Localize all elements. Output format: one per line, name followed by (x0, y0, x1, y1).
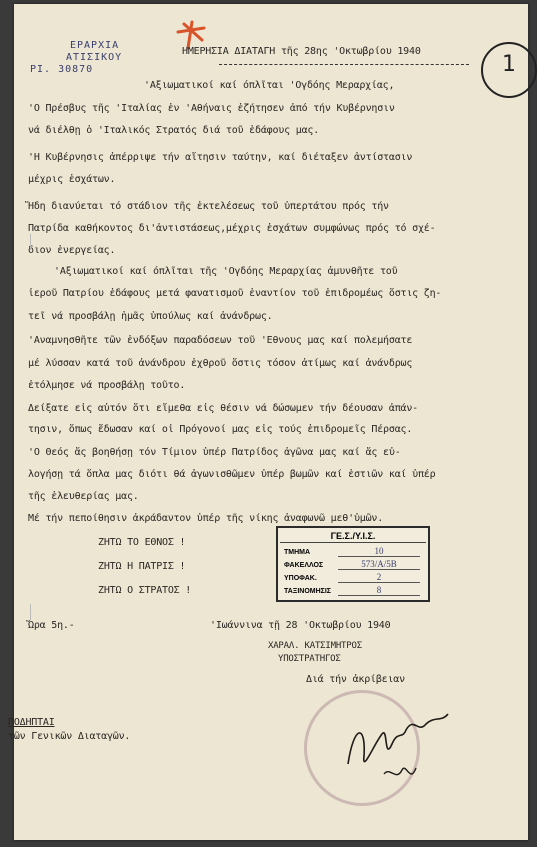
archive-row-value: 8 (338, 585, 420, 596)
handwritten-signature (344, 704, 454, 794)
body-line: τῆς ἐλευθερίας μας. (28, 491, 139, 502)
archive-row-label: ΤΑΞΙΝΟΜΗΣΙΣ (284, 588, 331, 595)
cheer-line: ΖΗΤΩ Η ΠΑΤΡΙΣ ! (98, 561, 186, 572)
header-rule (219, 64, 469, 65)
body-line: 'Αξιωματικοί καί όπλῖται 'Ογδόης Μεραρχίας, (144, 80, 395, 91)
document-header: ΗΜΕΡΗΣΙΑ ΔΙΑΤΑΓΗ τῆς 28ης 'Οκτωβρίου 1940 (182, 46, 421, 57)
body-line: 'Ο Θεός ἄς βοηθήσῃ τόν Τίμιον ὑπέρ Πατρίδος ἀγῶνα μας καί ἄς εὐ- (28, 447, 401, 458)
body-line: τεῖ νά προσβάλῃ ἡμᾶς ὑπούλως καί ἀνάνδρως. (28, 311, 273, 322)
body-line: ἐτόλμησε νά προσβάλῃ τοῦτο. (28, 380, 186, 391)
body-line: Πατρίδα καθήκοντος δι'ἀντιστάσεως,μέχρις ἐσχάτων συμφώνως πρός τό σχέ- (28, 223, 436, 234)
office-stamp-line-3: ΡΙ. 30870 (30, 64, 94, 75)
office-stamp (28, 40, 122, 76)
cheer-line: ΖΗΤΩ ΤΟ ΕΘΝΟΣ ! (98, 537, 186, 548)
signer-name: ΧΑΡΑΛ. ΚΑΤΣΙΜΗΤΡΟΣ (268, 641, 362, 651)
archive-row-label: ΦΑΚΕΛΛΟΣ (284, 562, 324, 569)
body-line: ἱεροῦ Πατρίου ἐδάφους μετά φανατισμοῦ ἐναντίον τοῦ ἐπιδρομέως ὅστις ζη- (28, 288, 442, 299)
body-line: λογήσῃ τά ὅπλα μας διότι θά ἀγωνισθῶμεν ὑπέρ βωμῶν καί ἑστιῶν καί ὑπέρ (28, 469, 436, 480)
body-line: 'Αξιωματικοί καί όπλῖται τῆς 'Ογδόης Μεραρχίας ἀμυνθῆτε τοῦ (54, 266, 398, 277)
body-line: Μέ τήν πεποίθησιν ἀκράδαντον ὑπέρ τῆς νίκης ἀναφωνῶ μεθ'ὑμῶν. (28, 513, 384, 524)
body-line: διον ἐνεργείας. (28, 245, 116, 256)
archive-stamp (276, 526, 430, 602)
time-line: Ὥρα 5η.- (28, 620, 75, 631)
recipients: τῶν Γενικῶν Διαταγῶν. (8, 731, 131, 742)
recipients-heading: ΠΟΔΗΠΤΑΙ (8, 717, 55, 728)
document-page (8, 4, 528, 840)
office-stamp-line-2: ΑΤΙΣΙΚΟΥ (66, 52, 123, 63)
body-line: τησιν, ὅπως ἔδωσαν καί οἱ Πρόγονοί μας εἰς τούς ἐπιδρομεῖς Πέρσας. (28, 424, 413, 435)
archive-stamp-divider (280, 542, 426, 543)
body-line: Δείξατε εἰς αὐτόν ὅτι εἴμεθα εἰς θέσιν νά δώσωμεν τήν δέουσαν ἀπάν- (28, 403, 418, 414)
archive-row-label: ΤΜΗΜΑ (284, 549, 311, 556)
place-date: 'Ιωάννινα τῇ 28 'Οκτωβρίου 1940 (210, 620, 391, 631)
archive-row-label: ΥΠΟΦΑΚ. (284, 575, 317, 582)
archive-stamp-title: ΓΕ.Σ./Υ.Ι.Σ. (330, 531, 376, 541)
body-line: 'Η Κυβέρνησις ἀπέρριψε τήν αἴτησιν ταύτην, καί διέταξεν ἀντίστασιν (28, 152, 413, 163)
certification: Διά τήν ἀκρίβειαν (306, 674, 405, 685)
cheer-line: ΖΗΤΩ Ο ΣΤΡΑΤΟΣ ! (98, 585, 192, 596)
punch-hole (14, 234, 31, 250)
body-line: 'Αναμνησθῆτε τῶν ἐνδόξων παραδόσεων τοῦ 'Εθνους μας καί πολεμήσατε (28, 335, 413, 346)
body-line: 'Ο Πρέσβυς τῆς 'Ιταλίας ἐν 'Αθήναις ἐζήτησεν ἀπό τήν Κυβέρνησιν (28, 103, 395, 114)
archive-row-value: 2 (338, 572, 420, 583)
body-line: νά διέλθῃ ὁ 'Ιταλικός Στρατός διά τοῦ ἐδάφους μας. (28, 125, 320, 136)
body-line: μέ λύσσαν κατά τοῦ ἀνάνδρου ἐχθροῦ ὅστις τόσον ἀτίμως καί ἀνάνδρως (28, 358, 413, 369)
body-line: Ἤδη διανύεται τό στάδιον τῆς ἐκτελέσεως τοῦ ὑπερτάτου πρός τήν (28, 201, 389, 212)
archive-row-value: 10 (338, 546, 420, 557)
body-line: μέχρις ἐσχάτων. (28, 174, 116, 185)
signer-rank: ΥΠΟΣΤΡΑΤΗΓΟΣ (278, 654, 341, 664)
punch-hole (14, 604, 31, 620)
archive-row-value: 573/A/5B (338, 559, 420, 570)
office-stamp-line-1: ΕΡΑΡΧΙΑ (70, 40, 120, 51)
page-number-circle (481, 42, 537, 98)
page-number: 1 (502, 52, 516, 77)
